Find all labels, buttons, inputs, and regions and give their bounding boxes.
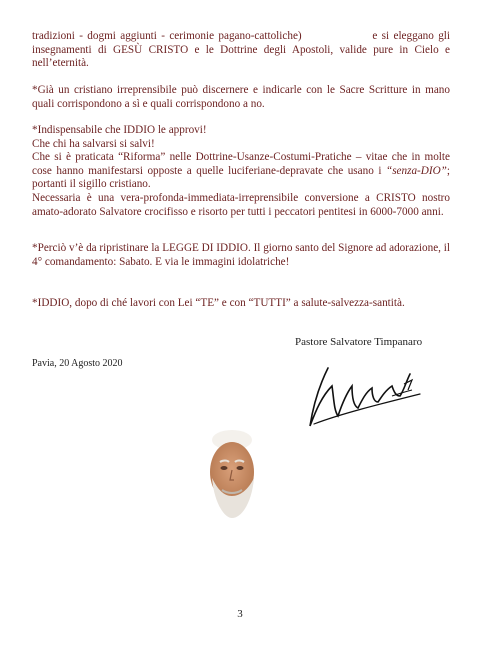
handwritten-signature	[300, 360, 430, 435]
p1-line1: tradizioni - dogmi aggiunti - cerimonie pagano-cattoliche)	[32, 30, 302, 42]
paragraph-4	[32, 242, 450, 269]
p2-text: *Già un cristiano irreprensibile può discernere e indicarle con le Sacre Scritture in mano quali corrispondono a sì e quali corrispondono a no.	[32, 84, 450, 110]
signature-name: Pastore Salvatore Timpanaro	[295, 336, 423, 348]
p3-line2: Che chi ha salvarsi si salvi!	[32, 137, 155, 150]
p1-line1-end: e si eleggano gli	[372, 30, 451, 42]
date-line: Pavia, 20 Agosto 2020	[32, 358, 123, 369]
paragraph-3	[32, 124, 450, 219]
p4-text: *Perciò v’è da ripristinare la LEGGE DI IDDIO. Il giorno santo del Signore ad adorazione, il 4° comandamento: Sabato. E via le immagini idolatriche!	[32, 242, 450, 268]
p5-text: *IDDIO, dopo di ché lavori con Lei “TE” e con “TUTTI” a salute-salvezza-santità.	[32, 297, 405, 309]
page-number: 3	[237, 608, 243, 620]
paragraph-2	[32, 84, 450, 111]
pastor-portrait	[196, 428, 268, 520]
p3-line1: *Indispensabile che IDDIO le approvi!	[32, 124, 207, 136]
p3-line4: Necessaria è una vera-profonda-immediata-irreprensibile conversione a CRISTO nostro amato-adorato Salvatore crocifisso e risorto per tutti i peccatori pentitesi in 6000-7000 anni.	[32, 191, 450, 218]
p3-line3a: Che si è praticata “Riforma” nelle Dottrine-Usanze-Costumi-Pratiche – vitae che in molte cose hanno manifestarsi opposte a quelle luciferiane-depravate che usano i	[32, 151, 450, 177]
p3-line3b: ; portanti il sigillo cristiano.	[32, 164, 450, 191]
paragraph-5	[32, 297, 450, 311]
p3-line3-italic: “senza-DIO”	[385, 164, 447, 177]
paragraph-1	[32, 30, 450, 71]
p3-line3	[32, 151, 450, 192]
p1-rest: insegnamenti di GESÙ CRISTO e le Dottrine degli Apostoli, valide pure in Cielo e nell’eternità.	[32, 43, 450, 70]
